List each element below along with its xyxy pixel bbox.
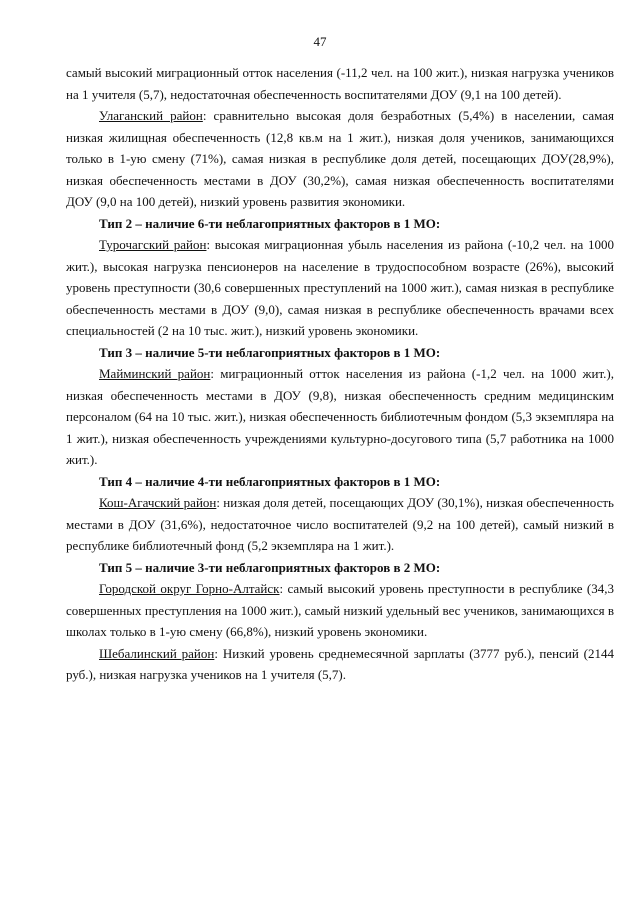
paragraph xyxy=(66,363,614,471)
paragraph xyxy=(66,62,614,105)
paragraph xyxy=(66,105,614,213)
district-name: Шебалинский район xyxy=(99,645,215,661)
paragraph-text: : сравнительно высокая доля безработных (5,4%) в населении, самая низкая жилищная обеспеченность (12,8 кв.м на 1 жит.), низкая доля учеников, занимающихся только в 1-ую смену (71%), самая низкая в республике доля детей, посещающих ДОУ(28,9%), низкая обеспеченность местами в ДОУ (30,2%), самая низкая обеспеченность воспитателями ДОУ (9,0 на 100 детей), низкий уровень развития экономики. xyxy=(66,108,614,209)
paragraph xyxy=(66,578,614,643)
paragraph xyxy=(66,643,614,686)
district-name: Майминский район xyxy=(99,366,211,381)
district-name: Турочагский район xyxy=(99,237,207,252)
paragraph-text: : Низкий уровень среднемесячной зарплаты (3777 руб.), пенсий (2144 руб.), низкая нагрузка учеников на 1 учителя (5,7). xyxy=(66,645,614,682)
paragraph-text: : миграционный отток населения из района (-1,2 чел. на 1000 жит.), низкая обеспеченность местами в ДОУ (9,8), низкая обеспеченность средним медицинским персоналом (64 на 10 тыс. жит.), низкая обеспеченность библиотечным фондом (5,3 экземпляра на 1 жит.), низкая обеспеченность учреждениями культурно-досугового типа (5,7 работника на 1000 жит.). xyxy=(66,366,614,467)
paragraph-text: : низкая доля детей, посещающих ДОУ (30,1%), низкая обеспеченность местами в ДОУ (31,6%), недостаточное число воспитателей (9,2 на 100 детей), самый низкий в республике библиотечный фонд (5,2 экземпляра на 1 жит.). xyxy=(66,495,614,553)
district-name: Улаганский район xyxy=(99,108,203,123)
paragraph xyxy=(66,234,614,342)
district-name: Кош-Агачский район xyxy=(99,495,217,510)
section-heading: Тип 5 – наличие 3-ти неблагоприятных факторов в 2 МО: xyxy=(99,559,441,575)
district-name: Городской округ Горно-Алтайск xyxy=(99,581,280,596)
paragraph-text: самый высокий миграционный отток населения (-11,2 чел. на 100 жит.), низкая нагрузка учеников на 1 учителя (5,7), недостаточная обеспеченность воспитателями ДОУ (9,1 на 100 детей). xyxy=(66,65,614,102)
paragraph xyxy=(66,492,614,557)
paragraph-text: : самый высокий уровень преступности в республике (34,3 совершенных преступления на 1000 жит.), самый низкий удельный вес учеников, занимающихся в школах только в 1-ую смену (66,8%), низкий уровень экономики. xyxy=(66,581,614,639)
section-heading: Тип 4 – наличие 4-ти неблагоприятных факторов в 1 МО: xyxy=(99,473,441,489)
section-heading: Тип 2 – наличие 6-ти неблагоприятных факторов в 1 МО: xyxy=(99,215,441,231)
paragraph-text: : высокая миграционная убыль населения из района (-10,2 чел. на 1000 жит.), высокая нагрузка пенсионеров на население в трудоспособном возрасте (26%), высокий уровень преступности (30,6 совершенных преступлений на 1000 жит.), самая низкая в республике обеспеченность местами в ДОУ (9,0), самая низкая в республике обеспеченность врачами всех специальностей (2 на 10 тыс. жит.), низкий уровень экономики. xyxy=(66,237,614,338)
document-body xyxy=(66,62,614,686)
page-number: 47 xyxy=(313,34,327,49)
section-heading: Тип 3 – наличие 5-ти неблагоприятных факторов в 1 МО: xyxy=(99,344,441,360)
